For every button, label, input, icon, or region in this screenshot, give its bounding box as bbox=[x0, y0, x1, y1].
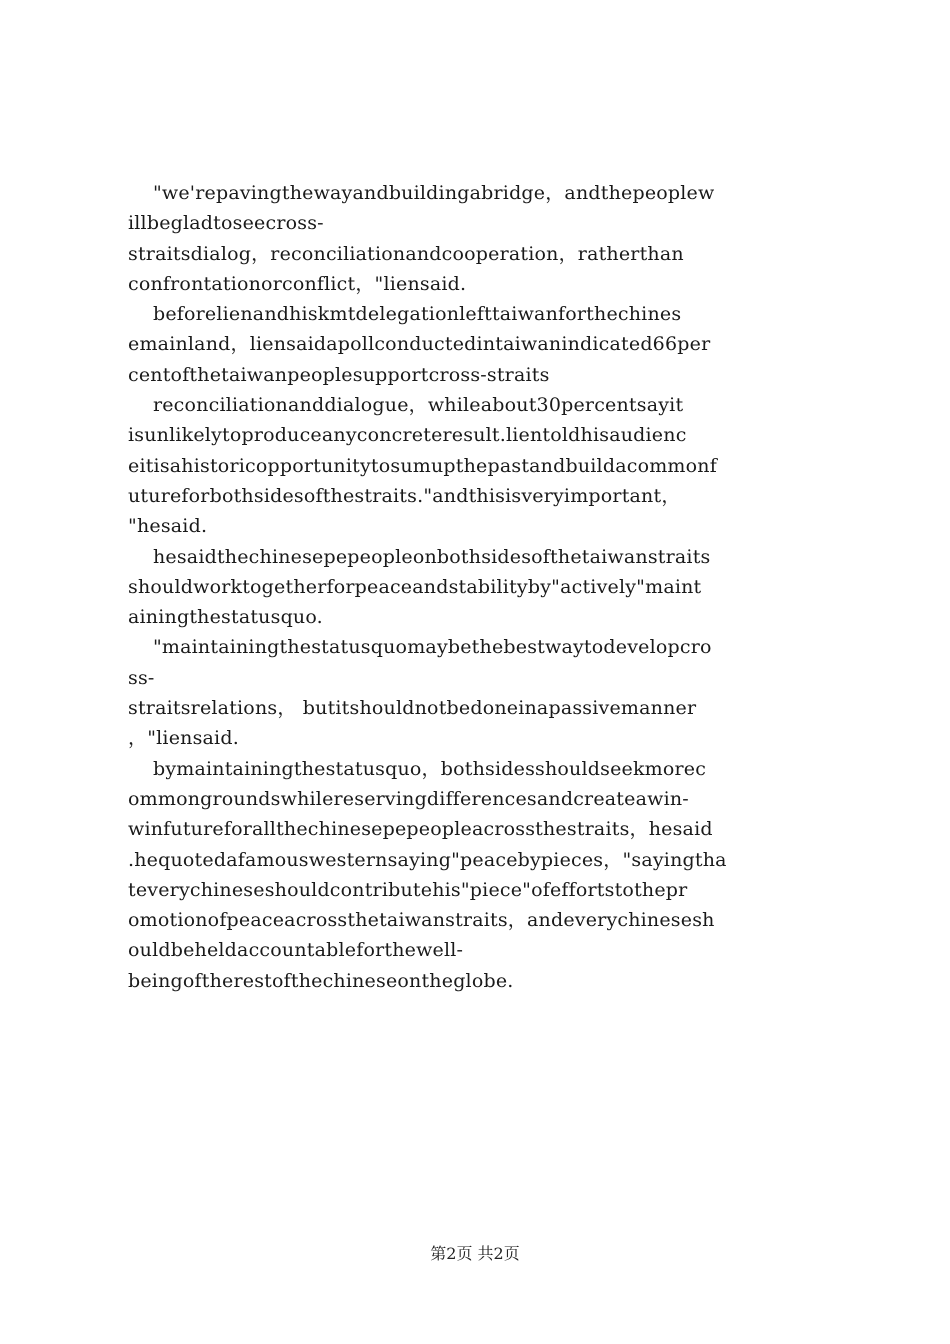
text-line: teverychineseshouldcontributehis"piece"ofeffortstothepr bbox=[128, 878, 688, 901]
text-line: emainland，liensaidapollconductedintaiwanindicated66per bbox=[128, 333, 711, 356]
text-line: reconciliationanddialogue，whileabout30percentsayit bbox=[128, 394, 684, 417]
text-line: ommongroundswhilereservingdifferencesandcreateawin- bbox=[128, 787, 689, 810]
text-line: ss- bbox=[128, 666, 155, 689]
body-text bbox=[128, 178, 833, 996]
page-number-label: 第2页 共2页 bbox=[430, 1244, 520, 1263]
text-line: ouldbeheldaccountableforthewell- bbox=[128, 939, 464, 962]
text-line: confrontationorconflict，"liensaid. bbox=[128, 272, 467, 295]
text-line: "hesaid. bbox=[128, 515, 208, 538]
text-line: bymaintainingthestatusquo，bothsidesshouldseekmorec bbox=[128, 757, 707, 780]
text-line: straitsdialog，reconciliationandcooperation，ratherthan bbox=[128, 242, 684, 265]
text-line: hesaidthechinesepepeopleonbothsidesofthetaiwanstraits bbox=[128, 545, 711, 568]
text-line: isunlikelytoproduceanyconcreteresult.lientoldhisaudienc bbox=[128, 424, 687, 447]
text-line: straitsrelations， butitshouldnotbedoneinapassivemanner bbox=[128, 697, 697, 720]
text-line: illbegladtoseecross- bbox=[128, 212, 324, 235]
text-line: beingoftherestofthechineseontheglobe. bbox=[128, 969, 514, 992]
text-line: ，"liensaid. bbox=[128, 727, 239, 750]
text-line: centofthetaiwanpeoplesupportcross-straits bbox=[128, 363, 550, 386]
text-line: shouldworktogetherforpeaceandstabilityby"actively"maint bbox=[128, 575, 702, 598]
text-line: omotionofpeaceacrossthetaiwanstraits，andeverychinesesh bbox=[128, 909, 715, 932]
text-line: winfutureforallthechinesepepeopleacrossthestraits，hesaid bbox=[128, 818, 713, 841]
text-line: eitisahistoricopportunitytosumupthepastandbuildacommonf bbox=[128, 454, 717, 477]
text-line: beforelienandhiskmtdelegationlefttaiwanforthechines bbox=[128, 303, 682, 326]
page-footer bbox=[0, 1241, 950, 1264]
text-line: "we'repavingthewayandbuildingabridge，andthepeoplew bbox=[128, 182, 715, 204]
text-line: .hequotedafamouswesternsaying"peacebypieces，"sayingtha bbox=[128, 848, 727, 871]
text-line: "maintainingthestatusquomaybethebestwaytodevelopcro bbox=[128, 636, 712, 659]
text-line: ainingthestatusquo. bbox=[128, 606, 323, 629]
text-line: utureforbothsidesofthestraits."andthisisveryimportant， bbox=[128, 484, 681, 507]
